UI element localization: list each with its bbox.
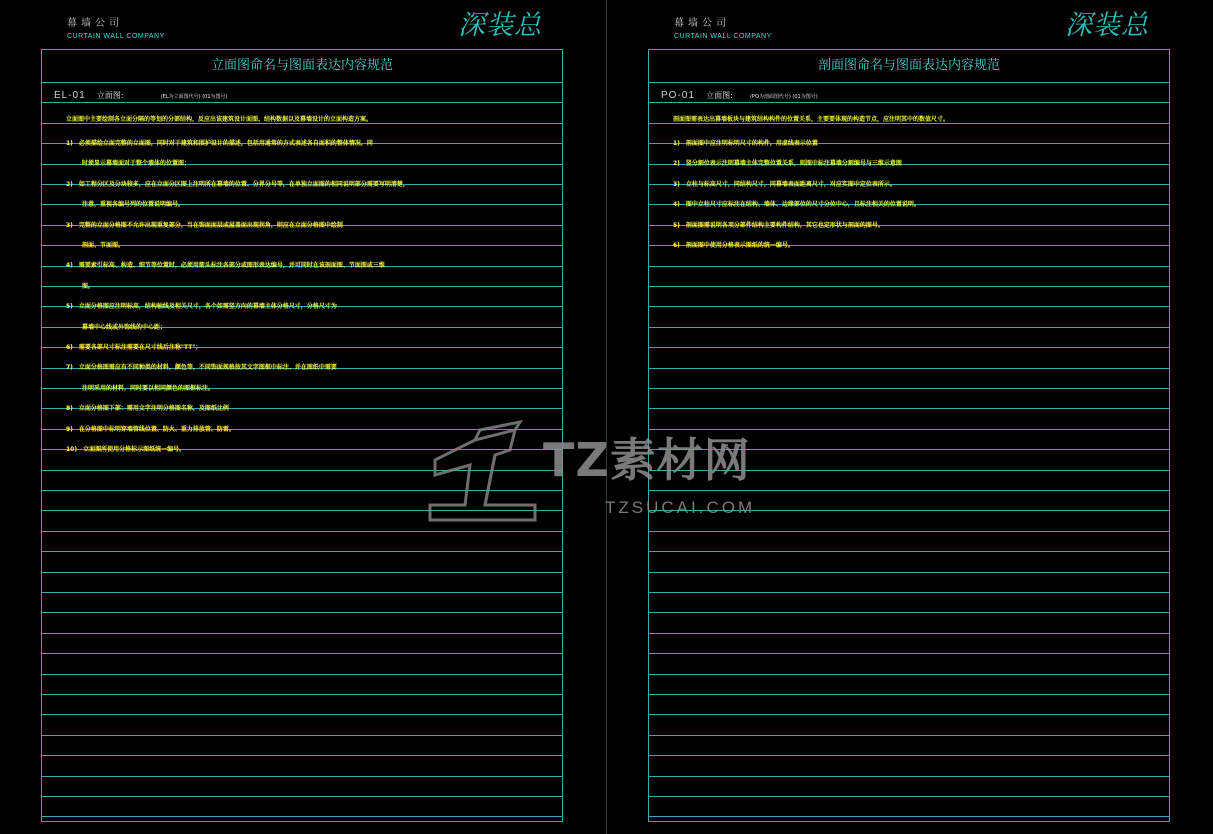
row-rule	[649, 490, 1169, 491]
row-rule	[42, 755, 562, 756]
list-item-line: 幕墙中心线或外饰线的中心距；	[82, 323, 167, 331]
row-rule	[42, 612, 562, 613]
row-rule	[649, 714, 1169, 715]
list-item-line	[66, 220, 343, 229]
list-item-number: 5)	[66, 303, 73, 311]
intro-text: 立面图中主要绘制各立面分隔的等划的分部结构，反应出该建筑设计面图、结构数据以及幕墙设计的立面构造方案。	[66, 116, 373, 123]
row-rule	[649, 633, 1169, 634]
row-rule	[649, 286, 1169, 287]
list-item-number: 6)	[66, 344, 73, 351]
row-rule	[649, 816, 1169, 817]
list-item-number: 1)	[673, 140, 680, 147]
row-rule	[42, 531, 562, 532]
row-rule	[42, 572, 562, 573]
row-rule	[42, 735, 562, 736]
list-item-line	[673, 158, 902, 167]
sheet-code: EL-01	[54, 90, 86, 101]
row-rule	[42, 286, 562, 287]
list-item-line	[66, 444, 185, 453]
row-rule	[42, 592, 562, 593]
sheet-code-line	[54, 90, 227, 101]
row-rule	[42, 816, 562, 817]
row-rule	[649, 266, 1169, 267]
ruled-rows	[649, 82, 1169, 822]
list-item-line	[66, 138, 373, 147]
watermark-url: TZSUCAI.COM	[605, 498, 756, 517]
row-rule	[649, 388, 1169, 389]
list-item-line	[66, 424, 235, 433]
list-item-number: 3)	[673, 180, 680, 188]
row-rule	[649, 592, 1169, 593]
sheet-title: 剖面图命名与图面表达内容规范	[649, 50, 1169, 83]
list-item-text: 立面分格图应注明标高，结构轴线及相关尺寸，各个如需竖方向的幕墙主体分格尺寸，分格尺寸为	[78, 303, 337, 311]
company-name-en: CURTAIN WALL COMPANY	[674, 33, 772, 40]
list-item-number: 2)	[66, 180, 73, 188]
list-item-number: 10)	[66, 446, 78, 453]
row-rule	[649, 510, 1169, 511]
company-name-en: CURTAIN WALL COMPANY	[67, 33, 165, 40]
content-frame	[648, 49, 1170, 822]
list-item-text: 剖面图中使用分格表示图纸的统一编号。	[685, 242, 794, 249]
company-logo: 深装总	[458, 10, 542, 41]
row-rule	[649, 429, 1169, 430]
list-item-text: 立面分格图下部：需用文字注明分格图名称，及图纸比例	[78, 405, 229, 413]
list-item-number: 4)	[673, 201, 680, 209]
list-item-text: 剖面图需说明各项分部件结构主要构件结构，其它也定形状与剖面的图号。	[685, 221, 884, 229]
list-item-text: 完整的立面分格图不允许出现重复部分，当在饰面面层或屋盖面出现拐角，则应在立面分格图中绘制	[78, 221, 343, 229]
list-item-line	[66, 342, 202, 351]
list-item-text: 竖分割位表示注明幕墙主体完整位置关系，则图中标注幕墙分割编号与三维示意图	[685, 160, 902, 168]
sheet-code: PO-01	[661, 90, 695, 101]
row-rule	[649, 572, 1169, 573]
content-frame	[41, 49, 563, 822]
list-item-line	[673, 240, 794, 249]
list-item-text: 剖面图中应注明标明尺寸的构件，用虚线表示位置	[685, 140, 818, 147]
company-block	[67, 14, 165, 40]
list-item-text: 需要索引标高、构造、细节等位置时，必须用箭头标注各部分或图形表达编号，并可同时在该剖面图、节面图或三维	[78, 262, 385, 270]
row-rule	[649, 408, 1169, 409]
list-item-text: 必须描绘立面完整的立面图，同时对于建筑和围护设计的描述，包括用通常的方式表述各自面积的整体情况，同	[78, 140, 373, 147]
list-item-line	[66, 301, 337, 310]
row-rule	[42, 470, 562, 471]
row-rule	[649, 653, 1169, 654]
row-rule	[649, 776, 1169, 777]
list-item-text: 在分格图中标明穿墙管线位置、防火、重力排放管、防雷。	[78, 425, 235, 433]
list-item-number: 7)	[66, 364, 73, 372]
list-item-line	[673, 220, 884, 229]
list-item-line: 注明采用的材料，同时要以相同颜色的图框标注。	[82, 384, 215, 392]
list-item-text: 立柱与标高尺寸，同结构尺寸，同幕墙表面距离尺寸，对应实图中定位表所示。	[685, 180, 896, 188]
row-rule	[649, 735, 1169, 736]
row-rule	[42, 674, 562, 675]
list-item-number: 8)	[66, 405, 73, 413]
list-item-number: 2)	[673, 160, 680, 168]
row-rule	[42, 510, 562, 511]
row-rule	[42, 633, 562, 634]
row-rule	[649, 551, 1169, 552]
sheet-code-line	[661, 90, 818, 101]
row-rule	[649, 327, 1169, 328]
sheet-label: 立面图:	[96, 91, 124, 100]
list-item-line: 剖面、节面图。	[82, 242, 125, 249]
row-rule	[649, 347, 1169, 348]
row-rule	[649, 306, 1169, 307]
row-rule	[42, 102, 562, 103]
row-rule	[42, 714, 562, 715]
company-name-cn: 幕墙公司	[67, 18, 123, 29]
sheet-label: 立面图:	[706, 91, 733, 100]
list-item-text: 图中立柱尺寸应标注在结构、墙体、边缘部位的尺寸分位中心，且标注相关的位置说明。	[685, 201, 920, 209]
intro-text: 剖面图需表达出幕墙板块与建筑结构构件的位置关系，主要要体现的构造节点，应注明其中的数值尺寸。	[673, 116, 950, 123]
list-item-line	[673, 199, 920, 208]
list-item-line: 图。	[82, 282, 95, 290]
list-item-text: 立面图所使用分格标示图纸统一编号。	[83, 446, 186, 453]
list-item-text: 立面分格图需应有不同种类的材料，颜色等，不同饰面规格按其文字图框中标注、并在图纸中需要	[78, 364, 337, 372]
row-rule	[42, 796, 562, 797]
row-rule	[649, 470, 1169, 471]
company-name-cn: 幕墙公司	[674, 18, 730, 29]
row-rule	[42, 694, 562, 695]
list-item-text: 需要各部尺寸标注需要在尺寸线后注称"TT"；	[78, 344, 202, 351]
list-item-number: 4)	[66, 262, 73, 270]
row-rule	[649, 102, 1169, 103]
list-item-number: 9)	[66, 425, 73, 433]
row-rule	[42, 776, 562, 777]
list-item-line: 时须显示幕墙面对于整个墙体的位置图；	[82, 160, 191, 168]
list-item-line	[66, 260, 385, 269]
watermark-text: TZ素材网	[543, 433, 751, 487]
row-rule	[649, 796, 1169, 797]
row-rule	[649, 368, 1169, 369]
left-sheet	[0, 0, 606, 834]
row-rule	[649, 449, 1169, 450]
list-item-number: 3)	[66, 221, 73, 229]
list-item-text: 如工程分区及分块较多，应在立面分区图上注明所在幕墙的位置、分界分号等，在单独立面图的相同说明部分需要写明清楚，	[78, 180, 409, 188]
list-item-line	[66, 179, 409, 188]
list-item-number: 1)	[66, 140, 73, 147]
right-sheet	[607, 0, 1213, 834]
row-rule	[42, 490, 562, 491]
company-logo: 深装总	[1065, 10, 1149, 41]
list-item-number: 5)	[673, 221, 680, 229]
row-rule	[649, 755, 1169, 756]
row-rule	[42, 551, 562, 552]
sheet-note: (EL为立面图代号) (01为图号)	[160, 94, 228, 100]
company-block	[674, 14, 772, 40]
list-item-line	[66, 403, 229, 412]
row-rule	[649, 674, 1169, 675]
list-item-line	[66, 362, 337, 371]
sheet-note: (PO为剖面图代号) (01为图号)	[749, 94, 818, 100]
row-rule	[649, 612, 1169, 613]
row-rule	[649, 694, 1169, 695]
list-item-line	[673, 138, 818, 147]
row-rule	[42, 653, 562, 654]
list-item-line: 注意，重视各编号列的位置说明编号。	[82, 201, 185, 209]
list-item-line	[673, 179, 896, 188]
list-item-number: 6)	[673, 242, 680, 249]
row-rule	[649, 531, 1169, 532]
sheet-title: 立面图命名与图面表达内容规范	[42, 50, 562, 83]
